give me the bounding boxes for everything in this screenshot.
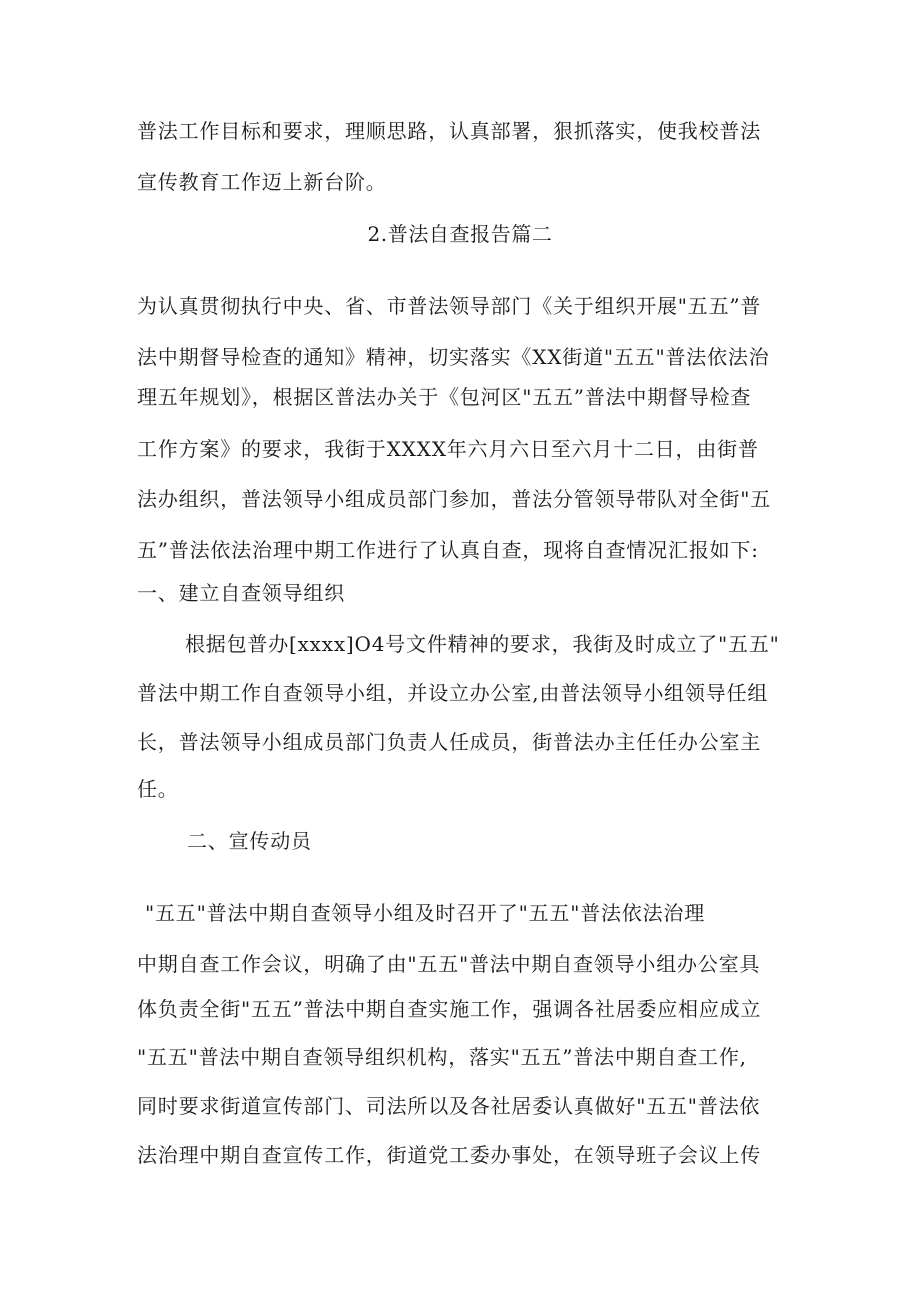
paragraph1-line-1: 为认真贯彻执行中央、省、市普法领导部门《关于组织开展"五五”普: [137, 294, 762, 318]
intro-line-1: 普法工作目标和要求，理顺思路，认真部署，狠抓落实，使我校普法: [137, 119, 761, 143]
paragraph3-line-1: "五五"普法中期自查领导小组及时召开了"五五"普法依法治理: [145, 901, 705, 925]
paragraph1-line-6: 五”普法依法治理中期工作进行了认真自查，现将自查情况汇报如下:: [137, 538, 759, 562]
paragraph3-line-4: "五五"普法中期自查领导组织机构，落实"五五”普法中期自查工作,: [137, 1045, 747, 1069]
paragraph1-line-5: 法办组织，普法领导小组成员部门参加，普法分管领导带队对全街"五: [137, 487, 771, 511]
paragraph3-line-6: 法治理中期自查宣传工作，街道党工委办事处，在领导班子会议上传: [137, 1143, 761, 1167]
intro-line-2: 宣传教育工作迈上新台阶。: [137, 170, 387, 194]
paragraph1-line-2: 法中期督导检查的通知》精神，切实落实《XX街道"五五"普法依法治: [137, 345, 770, 369]
paragraph2-line-2: 普法中期工作自查领导小组，并设立办公室,由普法领导小组领导任组: [137, 681, 769, 705]
paragraph2-line-3: 长，普法领导小组成员部门负责人任成员，街普法办主任任办公室主: [137, 730, 761, 754]
section-title: 2.普法自查报告篇二: [367, 222, 553, 246]
paragraph3-line-2: 中期自查工作会议，明确了由"五五"普法中期自查领导小组办公室具: [137, 952, 761, 976]
paragraph2-line-1: 根据包普办[xxxx]O4号文件精神的要求，我街及时成立了"五五": [185, 632, 780, 656]
paragraph3-line-5: 同时要求街道宣传部门、司法所以及各社居委认真做好"五五"普法依: [137, 1094, 761, 1118]
heading-publicity: 二、宣传动员: [187, 829, 312, 853]
heading-establish-organization: 一、建立自查领导组织: [137, 581, 345, 605]
paragraph1-line-3: 理五年规划》，根据区普法办关于《包河区"五五”普法中期督导检查: [137, 385, 752, 409]
paragraph1-line-4: 工作方案》的要求，我街于XXXX年六月六日至六月十二日，由街普: [137, 437, 759, 461]
paragraph3-line-3: 体负责全街"五五”普法中期自查实施工作，强调各社居委应相应成立: [137, 997, 762, 1021]
paragraph2-line-4: 任。: [137, 777, 179, 801]
